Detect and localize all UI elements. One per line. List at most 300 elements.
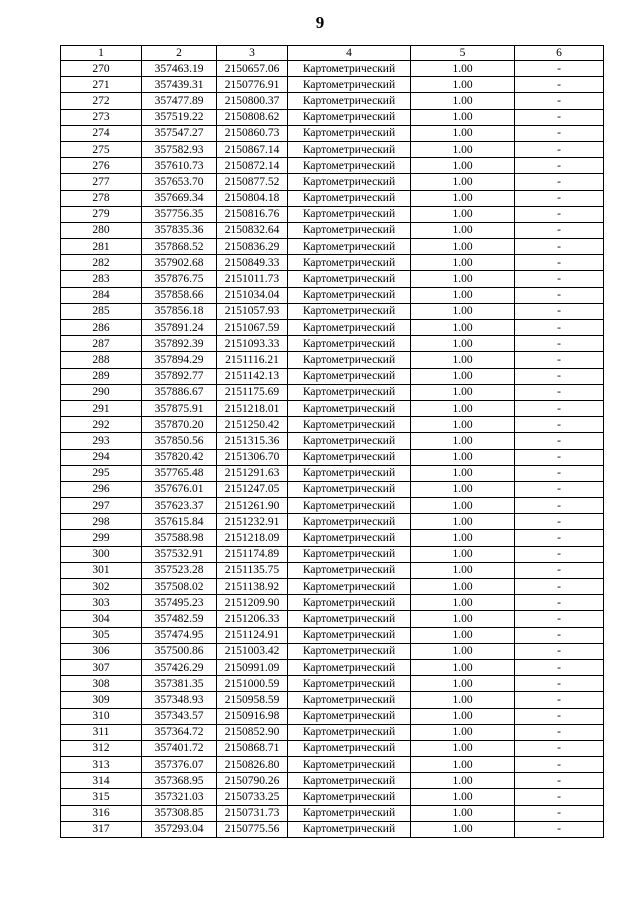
note-cell: -	[515, 611, 604, 627]
note-cell: -	[515, 740, 604, 756]
accuracy-cell: 1.00	[411, 400, 515, 416]
note-cell: -	[515, 627, 604, 643]
point-number-cell: 288	[61, 352, 142, 368]
x-coordinate-cell: 357474.95	[142, 627, 217, 643]
method-cell: Картометрический	[288, 595, 411, 611]
accuracy-cell: 1.00	[411, 61, 515, 77]
method-cell: Картометрический	[288, 530, 411, 546]
x-coordinate-cell: 357820.42	[142, 449, 217, 465]
accuracy-cell: 1.00	[411, 368, 515, 384]
x-coordinate-cell: 357765.48	[142, 465, 217, 481]
x-coordinate-cell: 357519.22	[142, 109, 217, 125]
y-coordinate-cell: 2151315.36	[217, 433, 288, 449]
accuracy-cell: 1.00	[411, 433, 515, 449]
coordinates-table	[60, 45, 604, 838]
table-row	[61, 368, 604, 384]
point-number-cell: 316	[61, 805, 142, 821]
y-coordinate-cell: 2151067.59	[217, 320, 288, 336]
accuracy-cell: 1.00	[411, 465, 515, 481]
accuracy-cell: 1.00	[411, 336, 515, 352]
note-cell: -	[515, 579, 604, 595]
accuracy-cell: 1.00	[411, 562, 515, 578]
x-coordinate-cell: 357482.59	[142, 611, 217, 627]
x-coordinate-cell: 357870.20	[142, 417, 217, 433]
table-row	[61, 158, 604, 174]
point-number-cell: 280	[61, 222, 142, 238]
x-coordinate-cell: 357532.91	[142, 546, 217, 562]
table-row	[61, 109, 604, 125]
note-cell: -	[515, 352, 604, 368]
table-row	[61, 740, 604, 756]
method-cell: Картометрический	[288, 579, 411, 595]
table-row	[61, 514, 604, 530]
point-number-cell: 289	[61, 368, 142, 384]
table-row	[61, 384, 604, 400]
y-coordinate-cell: 2151000.59	[217, 676, 288, 692]
x-coordinate-cell: 357886.67	[142, 384, 217, 400]
y-coordinate-cell: 2151247.05	[217, 481, 288, 497]
note-cell: -	[515, 384, 604, 400]
x-coordinate-cell: 357321.03	[142, 789, 217, 805]
method-cell: Картометрический	[288, 77, 411, 93]
accuracy-cell: 1.00	[411, 676, 515, 692]
point-number-cell: 276	[61, 158, 142, 174]
table-row	[61, 676, 604, 692]
point-number-cell: 281	[61, 239, 142, 255]
x-coordinate-cell: 357891.24	[142, 320, 217, 336]
table-row	[61, 773, 604, 789]
accuracy-cell: 1.00	[411, 158, 515, 174]
point-number-cell: 270	[61, 61, 142, 77]
point-number-cell: 284	[61, 287, 142, 303]
table-row	[61, 93, 604, 109]
point-number-cell: 286	[61, 320, 142, 336]
method-cell: Картометрический	[288, 562, 411, 578]
y-coordinate-cell: 2150877.52	[217, 174, 288, 190]
note-cell: -	[515, 125, 604, 141]
y-coordinate-cell: 2150916.98	[217, 708, 288, 724]
point-number-cell: 271	[61, 77, 142, 93]
table-row	[61, 417, 604, 433]
note-cell: -	[515, 773, 604, 789]
column-header: 1	[61, 46, 142, 61]
accuracy-cell: 1.00	[411, 190, 515, 206]
method-cell: Картометрический	[288, 190, 411, 206]
method-cell: Картометрический	[288, 433, 411, 449]
note-cell: -	[515, 417, 604, 433]
point-number-cell: 313	[61, 757, 142, 773]
accuracy-cell: 1.00	[411, 643, 515, 659]
y-coordinate-cell: 2150776.91	[217, 77, 288, 93]
accuracy-cell: 1.00	[411, 773, 515, 789]
page-number: 9	[315, 13, 325, 32]
accuracy-cell: 1.00	[411, 611, 515, 627]
point-number-cell: 272	[61, 93, 142, 109]
accuracy-cell: 1.00	[411, 125, 515, 141]
point-number-cell: 315	[61, 789, 142, 805]
method-cell: Картометрический	[288, 271, 411, 287]
accuracy-cell: 1.00	[411, 821, 515, 837]
y-coordinate-cell: 2151174.89	[217, 546, 288, 562]
y-coordinate-cell: 2150991.09	[217, 659, 288, 675]
method-cell: Картометрический	[288, 125, 411, 141]
note-cell: -	[515, 158, 604, 174]
method-cell: Картометрический	[288, 206, 411, 222]
accuracy-cell: 1.00	[411, 659, 515, 675]
method-cell: Картометрический	[288, 676, 411, 692]
y-coordinate-cell: 2151291.63	[217, 465, 288, 481]
method-cell: Картометрический	[288, 481, 411, 497]
y-coordinate-cell: 2151135.75	[217, 562, 288, 578]
y-coordinate-cell: 2150852.90	[217, 724, 288, 740]
note-cell: -	[515, 805, 604, 821]
accuracy-cell: 1.00	[411, 109, 515, 125]
table-row	[61, 724, 604, 740]
table-row	[61, 805, 604, 821]
table-row	[61, 255, 604, 271]
y-coordinate-cell: 2151003.42	[217, 643, 288, 659]
column-header: 4	[288, 46, 411, 61]
x-coordinate-cell: 357547.27	[142, 125, 217, 141]
accuracy-cell: 1.00	[411, 174, 515, 190]
accuracy-cell: 1.00	[411, 514, 515, 530]
y-coordinate-cell: 2151218.09	[217, 530, 288, 546]
note-cell: -	[515, 449, 604, 465]
method-cell: Картометрический	[288, 368, 411, 384]
table-row	[61, 303, 604, 319]
method-cell: Картометрический	[288, 643, 411, 659]
point-number-cell: 273	[61, 109, 142, 125]
method-cell: Картометрический	[288, 757, 411, 773]
y-coordinate-cell: 2150657.06	[217, 61, 288, 77]
note-cell: -	[515, 708, 604, 724]
x-coordinate-cell: 357892.39	[142, 336, 217, 352]
note-cell: -	[515, 498, 604, 514]
y-coordinate-cell: 2150872.14	[217, 158, 288, 174]
accuracy-cell: 1.00	[411, 222, 515, 238]
point-number-cell: 314	[61, 773, 142, 789]
y-coordinate-cell: 2150731.73	[217, 805, 288, 821]
x-coordinate-cell: 357676.01	[142, 481, 217, 497]
note-cell: -	[515, 692, 604, 708]
note-cell: -	[515, 757, 604, 773]
x-coordinate-cell: 357293.04	[142, 821, 217, 837]
accuracy-cell: 1.00	[411, 789, 515, 805]
note-cell: -	[515, 724, 604, 740]
note-cell: -	[515, 789, 604, 805]
y-coordinate-cell: 2151138.92	[217, 579, 288, 595]
x-coordinate-cell: 357858.66	[142, 287, 217, 303]
x-coordinate-cell: 357669.34	[142, 190, 217, 206]
method-cell: Картометрический	[288, 546, 411, 562]
table-row	[61, 206, 604, 222]
y-coordinate-cell: 2150804.18	[217, 190, 288, 206]
accuracy-cell: 1.00	[411, 708, 515, 724]
x-coordinate-cell: 357610.73	[142, 158, 217, 174]
note-cell: -	[515, 336, 604, 352]
method-cell: Картометрический	[288, 449, 411, 465]
note-cell: -	[515, 530, 604, 546]
y-coordinate-cell: 2150849.33	[217, 255, 288, 271]
table-row	[61, 271, 604, 287]
note-cell: -	[515, 255, 604, 271]
y-coordinate-cell: 2150790.26	[217, 773, 288, 789]
note-cell: -	[515, 659, 604, 675]
method-cell: Картометрический	[288, 740, 411, 756]
point-number-cell: 298	[61, 514, 142, 530]
accuracy-cell: 1.00	[411, 481, 515, 497]
accuracy-cell: 1.00	[411, 449, 515, 465]
point-number-cell: 296	[61, 481, 142, 497]
table-row	[61, 336, 604, 352]
note-cell: -	[515, 206, 604, 222]
y-coordinate-cell: 2150836.29	[217, 239, 288, 255]
x-coordinate-cell: 357850.56	[142, 433, 217, 449]
method-cell: Картометрический	[288, 400, 411, 416]
table-row	[61, 320, 604, 336]
point-number-cell: 291	[61, 400, 142, 416]
table-row	[61, 400, 604, 416]
table-row	[61, 77, 604, 93]
y-coordinate-cell: 2151116.21	[217, 352, 288, 368]
x-coordinate-cell: 357508.02	[142, 579, 217, 595]
y-coordinate-cell: 2151206.33	[217, 611, 288, 627]
method-cell: Картометрический	[288, 627, 411, 643]
method-cell: Картометрический	[288, 222, 411, 238]
accuracy-cell: 1.00	[411, 724, 515, 740]
accuracy-cell: 1.00	[411, 740, 515, 756]
accuracy-cell: 1.00	[411, 287, 515, 303]
x-coordinate-cell: 357892.77	[142, 368, 217, 384]
x-coordinate-cell: 357875.91	[142, 400, 217, 416]
table-row	[61, 692, 604, 708]
method-cell: Картометрический	[288, 93, 411, 109]
accuracy-cell: 1.00	[411, 530, 515, 546]
x-coordinate-cell: 357495.23	[142, 595, 217, 611]
method-cell: Картометрический	[288, 287, 411, 303]
table-row	[61, 627, 604, 643]
x-coordinate-cell: 357756.35	[142, 206, 217, 222]
y-coordinate-cell: 2151306.70	[217, 449, 288, 465]
method-cell: Картометрический	[288, 336, 411, 352]
y-coordinate-cell: 2151232.91	[217, 514, 288, 530]
method-cell: Картометрический	[288, 821, 411, 837]
y-coordinate-cell: 2150867.14	[217, 141, 288, 157]
point-number-cell: 303	[61, 595, 142, 611]
y-coordinate-cell: 2151209.90	[217, 595, 288, 611]
x-coordinate-cell: 357902.68	[142, 255, 217, 271]
note-cell: -	[515, 481, 604, 497]
table-row	[61, 125, 604, 141]
accuracy-cell: 1.00	[411, 692, 515, 708]
y-coordinate-cell: 2151250.42	[217, 417, 288, 433]
table-row	[61, 190, 604, 206]
point-number-cell: 308	[61, 676, 142, 692]
note-cell: -	[515, 643, 604, 659]
point-number-cell: 275	[61, 141, 142, 157]
accuracy-cell: 1.00	[411, 579, 515, 595]
method-cell: Картометрический	[288, 789, 411, 805]
method-cell: Картометрический	[288, 239, 411, 255]
note-cell: -	[515, 222, 604, 238]
accuracy-cell: 1.00	[411, 141, 515, 157]
x-coordinate-cell: 357894.29	[142, 352, 217, 368]
x-coordinate-cell: 357856.18	[142, 303, 217, 319]
table-row	[61, 562, 604, 578]
point-number-cell: 306	[61, 643, 142, 659]
method-cell: Картометрический	[288, 708, 411, 724]
point-number-cell: 309	[61, 692, 142, 708]
point-number-cell: 307	[61, 659, 142, 675]
point-number-cell: 283	[61, 271, 142, 287]
y-coordinate-cell: 2151261.90	[217, 498, 288, 514]
table-row	[61, 239, 604, 255]
x-coordinate-cell: 357381.35	[142, 676, 217, 692]
x-coordinate-cell: 357426.29	[142, 659, 217, 675]
point-number-cell: 292	[61, 417, 142, 433]
x-coordinate-cell: 357376.07	[142, 757, 217, 773]
accuracy-cell: 1.00	[411, 77, 515, 93]
method-cell: Картометрический	[288, 465, 411, 481]
note-cell: -	[515, 514, 604, 530]
note-cell: -	[515, 287, 604, 303]
x-coordinate-cell: 357623.37	[142, 498, 217, 514]
table-row	[61, 222, 604, 238]
point-number-cell: 302	[61, 579, 142, 595]
y-coordinate-cell: 2150808.62	[217, 109, 288, 125]
method-cell: Картометрический	[288, 141, 411, 157]
method-cell: Картометрический	[288, 773, 411, 789]
method-cell: Картометрический	[288, 514, 411, 530]
table-row	[61, 708, 604, 724]
method-cell: Картометрический	[288, 498, 411, 514]
table-row	[61, 498, 604, 514]
method-cell: Картометрический	[288, 109, 411, 125]
method-cell: Картометрический	[288, 255, 411, 271]
method-cell: Картометрический	[288, 417, 411, 433]
method-cell: Картометрический	[288, 61, 411, 77]
y-coordinate-cell: 2151034.04	[217, 287, 288, 303]
accuracy-cell: 1.00	[411, 498, 515, 514]
point-number-cell: 304	[61, 611, 142, 627]
note-cell: -	[515, 190, 604, 206]
accuracy-cell: 1.00	[411, 384, 515, 400]
note-cell: -	[515, 271, 604, 287]
note-cell: -	[515, 174, 604, 190]
column-header: 5	[411, 46, 515, 61]
note-cell: -	[515, 821, 604, 837]
table-row	[61, 287, 604, 303]
x-coordinate-cell: 357463.19	[142, 61, 217, 77]
note-cell: -	[515, 77, 604, 93]
method-cell: Картометрический	[288, 384, 411, 400]
point-number-cell: 274	[61, 125, 142, 141]
table-row	[61, 465, 604, 481]
accuracy-cell: 1.00	[411, 417, 515, 433]
note-cell: -	[515, 93, 604, 109]
point-number-cell: 299	[61, 530, 142, 546]
note-cell: -	[515, 546, 604, 562]
accuracy-cell: 1.00	[411, 595, 515, 611]
point-number-cell: 277	[61, 174, 142, 190]
point-number-cell: 278	[61, 190, 142, 206]
x-coordinate-cell: 357835.36	[142, 222, 217, 238]
point-number-cell: 310	[61, 708, 142, 724]
x-coordinate-cell: 357439.31	[142, 77, 217, 93]
x-coordinate-cell: 357368.95	[142, 773, 217, 789]
note-cell: -	[515, 400, 604, 416]
x-coordinate-cell: 357308.85	[142, 805, 217, 821]
method-cell: Картометрический	[288, 303, 411, 319]
accuracy-cell: 1.00	[411, 303, 515, 319]
y-coordinate-cell: 2150832.64	[217, 222, 288, 238]
point-number-cell: 295	[61, 465, 142, 481]
accuracy-cell: 1.00	[411, 239, 515, 255]
table-row	[61, 611, 604, 627]
y-coordinate-cell: 2151093.33	[217, 336, 288, 352]
note-cell: -	[515, 433, 604, 449]
point-number-cell: 305	[61, 627, 142, 643]
y-coordinate-cell: 2151175.69	[217, 384, 288, 400]
table-row	[61, 659, 604, 675]
method-cell: Картометрический	[288, 659, 411, 675]
point-number-cell: 287	[61, 336, 142, 352]
method-cell: Картометрический	[288, 174, 411, 190]
accuracy-cell: 1.00	[411, 627, 515, 643]
x-coordinate-cell: 357876.75	[142, 271, 217, 287]
x-coordinate-cell: 357477.89	[142, 93, 217, 109]
x-coordinate-cell: 357500.86	[142, 643, 217, 659]
method-cell: Картометрический	[288, 320, 411, 336]
note-cell: -	[515, 303, 604, 319]
accuracy-cell: 1.00	[411, 93, 515, 109]
column-header: 3	[217, 46, 288, 61]
note-cell: -	[515, 676, 604, 692]
table-row	[61, 789, 604, 805]
note-cell: -	[515, 109, 604, 125]
method-cell: Картометрический	[288, 611, 411, 627]
x-coordinate-cell: 357348.93	[142, 692, 217, 708]
point-number-cell: 301	[61, 562, 142, 578]
accuracy-cell: 1.00	[411, 255, 515, 271]
point-number-cell: 293	[61, 433, 142, 449]
point-number-cell: 282	[61, 255, 142, 271]
point-number-cell: 311	[61, 724, 142, 740]
note-cell: -	[515, 562, 604, 578]
table-row	[61, 643, 604, 659]
accuracy-cell: 1.00	[411, 352, 515, 368]
y-coordinate-cell: 2150868.71	[217, 740, 288, 756]
note-cell: -	[515, 368, 604, 384]
table-row	[61, 546, 604, 562]
column-header: 2	[142, 46, 217, 61]
accuracy-cell: 1.00	[411, 271, 515, 287]
point-number-cell: 290	[61, 384, 142, 400]
point-number-cell: 297	[61, 498, 142, 514]
y-coordinate-cell: 2150958.59	[217, 692, 288, 708]
accuracy-cell: 1.00	[411, 206, 515, 222]
point-number-cell: 294	[61, 449, 142, 465]
y-coordinate-cell: 2150826.80	[217, 757, 288, 773]
y-coordinate-cell: 2150860.73	[217, 125, 288, 141]
method-cell: Картометрический	[288, 805, 411, 821]
accuracy-cell: 1.00	[411, 757, 515, 773]
method-cell: Картометрический	[288, 158, 411, 174]
y-coordinate-cell: 2151057.93	[217, 303, 288, 319]
table-header-row	[61, 46, 604, 61]
y-coordinate-cell: 2150816.76	[217, 206, 288, 222]
table-row	[61, 174, 604, 190]
